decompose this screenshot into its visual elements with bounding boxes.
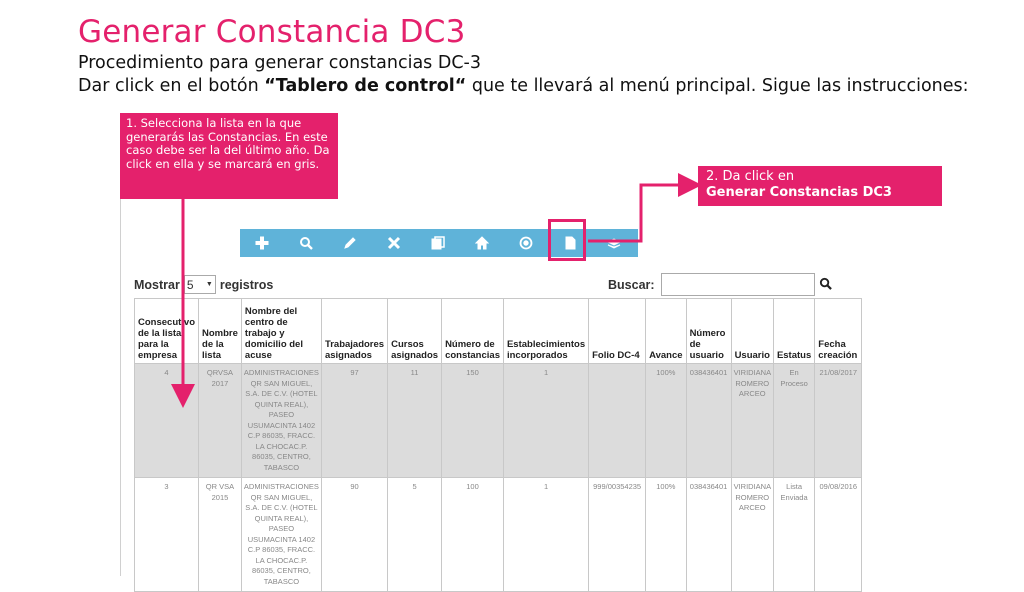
table-cell: 150 bbox=[442, 364, 504, 478]
table-cell: Lista Enviada bbox=[773, 478, 814, 592]
home-icon bbox=[475, 236, 489, 250]
table-cell: QR VSA 2015 bbox=[199, 478, 242, 592]
copy-button[interactable] bbox=[416, 229, 460, 257]
step1-callout: 1. Selecciona la lista en la que generarás las Constancias. En este caso debe ser la del último año. Da click en ella y se marcará en gris. bbox=[120, 113, 338, 199]
column-header[interactable]: Trabajadores asignados bbox=[321, 299, 387, 364]
search-button[interactable] bbox=[284, 229, 328, 257]
page-subtitle: Procedimiento para generar constancias DC-3 bbox=[78, 53, 481, 73]
copy-icon bbox=[431, 236, 445, 250]
table-cell: ADMINISTRACIONES QR SAN MIGUEL, S.A. DE C.V. (HOTEL QUINTA REAL), PASEO USUMACINTA 1402 C.P 86035, FRACC. LA CHOCAC.P. 86035, CENTRO, TABASCO bbox=[241, 478, 321, 592]
table-cell: 5 bbox=[388, 478, 442, 592]
page-size-select[interactable] bbox=[184, 275, 216, 294]
instruction-pre: Dar click en el botón bbox=[78, 76, 265, 96]
table-cell: 1 bbox=[503, 364, 588, 478]
table-cell: ADMINISTRACIONES QR SAN MIGUEL, S.A. DE C.V. (HOTEL QUINTA REAL), PASEO USUMACINTA 1402 C.P 86035, FRACC. LA CHOCAC.P. 86035, CENTRO, TABASCO bbox=[241, 364, 321, 478]
lists-table bbox=[134, 298, 862, 592]
column-header[interactable]: Nombre de la lista bbox=[199, 299, 242, 364]
table-cell: 1 bbox=[503, 478, 588, 592]
edit-button[interactable] bbox=[328, 229, 372, 257]
stack-button[interactable] bbox=[592, 229, 636, 257]
add-button[interactable] bbox=[240, 229, 284, 257]
search-control bbox=[608, 273, 832, 296]
table-cell: 90 bbox=[321, 478, 387, 592]
table-row[interactable] bbox=[135, 478, 862, 592]
step2-callout bbox=[698, 166, 942, 206]
column-header[interactable]: Establecimientos incorporados bbox=[503, 299, 588, 364]
column-header[interactable]: Fecha creación bbox=[815, 299, 862, 364]
table-cell: VIRIDIANA ROMERO ARCEO bbox=[731, 364, 773, 478]
column-header[interactable]: Estatus bbox=[773, 299, 814, 364]
instruction-post: que te llevará al menú principal. Sigue las instrucciones: bbox=[466, 76, 969, 96]
pencil-icon bbox=[343, 236, 357, 250]
search-icon bbox=[299, 236, 313, 250]
table-cell: 038436401 bbox=[686, 364, 731, 478]
table-cell: 100% bbox=[646, 364, 686, 478]
column-header[interactable]: Avance bbox=[646, 299, 686, 364]
table-cell: En Proceso bbox=[773, 364, 814, 478]
generate-dc3-highlight bbox=[548, 219, 586, 261]
search-label: Buscar: bbox=[608, 277, 655, 292]
plus-icon bbox=[255, 236, 269, 250]
column-header[interactable]: Número de constancias bbox=[442, 299, 504, 364]
stack-icon bbox=[607, 236, 621, 250]
table-cell: 038436401 bbox=[686, 478, 731, 592]
close-icon bbox=[387, 236, 401, 250]
page-title: Generar Constancia DC3 bbox=[78, 14, 466, 50]
delete-button[interactable] bbox=[372, 229, 416, 257]
table-cell: 100% bbox=[646, 478, 686, 592]
records-label: registros bbox=[219, 277, 274, 292]
table-cell: 3 bbox=[135, 478, 199, 592]
table-cell: QRVSA 2017 bbox=[199, 364, 242, 478]
step2-text: 2. Da click en bbox=[706, 169, 795, 184]
table-cell: 11 bbox=[388, 364, 442, 478]
step2-target: Generar Constancias DC3 bbox=[706, 185, 892, 200]
table-cell: 999/00354235 bbox=[589, 478, 646, 592]
instruction-bold: “Tablero de control“ bbox=[264, 76, 467, 96]
table-cell bbox=[589, 364, 646, 478]
table-header-row bbox=[135, 299, 862, 364]
column-header[interactable]: Número de usuario bbox=[686, 299, 731, 364]
target-button[interactable] bbox=[504, 229, 548, 257]
instruction-text bbox=[78, 76, 969, 96]
column-header[interactable]: Cursos asignados bbox=[388, 299, 442, 364]
column-header[interactable]: Folio DC-4 bbox=[589, 299, 646, 364]
page-size-value: 5 bbox=[186, 277, 194, 292]
table-cell: 09/08/2016 bbox=[815, 478, 862, 592]
table-cell: 100 bbox=[442, 478, 504, 592]
table-cell: VIRIDIANA ROMERO ARCEO bbox=[731, 478, 773, 592]
column-header[interactable]: Consecutivo de la lista para la empresa bbox=[135, 299, 199, 364]
magnifier-icon[interactable] bbox=[819, 277, 832, 293]
chevron-down-icon: ▼ bbox=[205, 281, 213, 288]
home-button[interactable] bbox=[460, 229, 504, 257]
target-icon bbox=[519, 236, 533, 250]
column-header[interactable]: Usuario bbox=[731, 299, 773, 364]
table-row[interactable] bbox=[135, 364, 862, 478]
table-cell: 4 bbox=[135, 364, 199, 478]
page-length-control bbox=[134, 275, 273, 294]
table-cell: 21/08/2017 bbox=[815, 364, 862, 478]
table-cell: 97 bbox=[321, 364, 387, 478]
show-label: Mostrar bbox=[134, 277, 180, 292]
column-header[interactable]: Nombre del centro de trabajo y domicilio del acuse bbox=[241, 299, 321, 364]
search-input[interactable] bbox=[661, 273, 815, 296]
